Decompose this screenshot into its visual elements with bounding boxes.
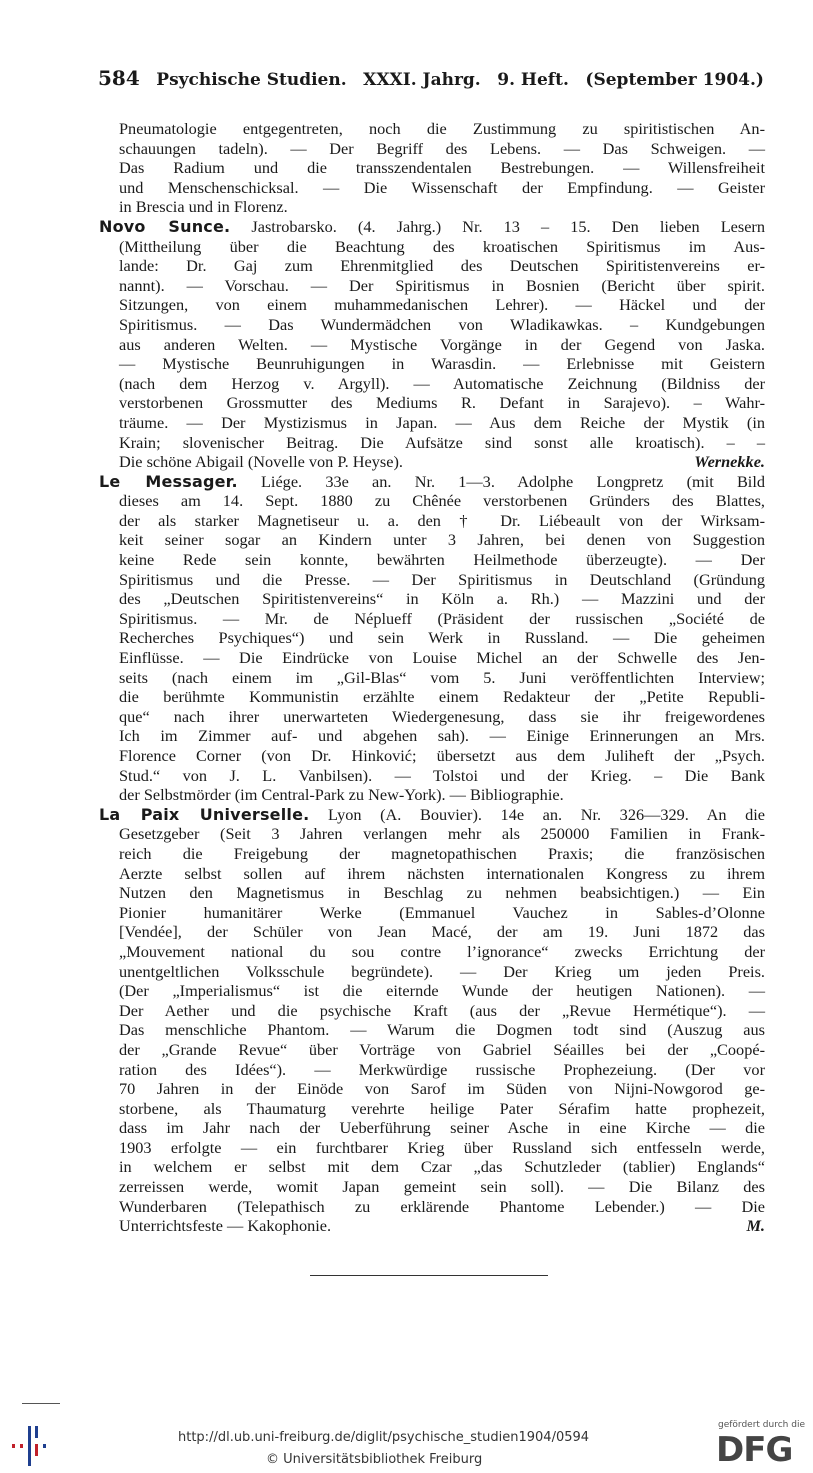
text-line: Nutzen den Magnetismus in Beschlag zu nehmen beabsichtigen.) — Ein (119, 883, 765, 903)
text-line: Spiritismus. — Das Wundermädchen von Wladikawkas. – Kundgebungen (119, 314, 765, 334)
text-line: „Mouvement national du sou contre l’ignorance“ zwecks Errichtung der (119, 941, 765, 961)
text-line: Der Aether und die psychische Kraft (aus der „Revue Hermétique“). — (119, 1000, 765, 1020)
text-line: schauungen tadeln). — Der Begriff des Lebens. — Das Schweigen. — (119, 138, 765, 158)
page-number: 584 (98, 66, 140, 90)
text-line: der Selbstmörder (im Central-Park zu New-York). — Bibliographie. (119, 785, 564, 805)
text-line: Krain; slovenischer Beitrag. Die Aufsätze sind sonst alle kroatisch). – – (119, 432, 765, 452)
text-line: verstorbenen Grossmutter des Mediums R. Defant in Sarajevo). – Wahr- (119, 393, 765, 413)
text-line: keit seiner sogar an Kindern unter 3 Jahren, bei denen von Suggestion (119, 530, 765, 550)
text-line: in welchem er selbst mit dem Czar „das Schutzleder (tablier) Englands“ (119, 1157, 765, 1177)
text-line: Spiritismus. — Mr. de Néplueff (Präsident der russischen „Société de (119, 608, 765, 628)
review-entry (119, 119, 765, 217)
digitization-footer (0, 1420, 813, 1473)
entry-last-line (119, 452, 765, 472)
text-line: Pionier humanitärer Werke (Emmanuel Vauchez in Sables-d’Olonne (119, 902, 765, 922)
reviewer-signature: M. (746, 1216, 765, 1236)
reviewer-signature: Wernekke. (694, 452, 765, 472)
text-line: 1903 erfolgte — ein furchtbarer Krieg über Russland sich entfesseln werde, (119, 1137, 765, 1157)
text-line: storbene, als Thaumaturg verehrte heilige Pater Sérafim hatte prophezeit, (119, 1098, 765, 1118)
text-line: (nach dem Herzog v. Argyll). — Automatische Zeichnung (Bildniss der (119, 373, 765, 393)
entry-first-line (99, 805, 765, 825)
text-line: des „Deutschen Spiritistenvereins“ in Köln a. Rh.) — Mazzini und der (119, 589, 765, 609)
review-entry (99, 804, 765, 1236)
running-header (98, 66, 764, 100)
entry-first-line (99, 472, 765, 492)
text-line: keine Rede sein konnte, bewährten Heilmethode überzeugte). — Der (119, 550, 765, 570)
text-line: Sitzungen, von einem muhammedanischen Lehrer). — Häckel und der (119, 295, 765, 315)
text-line: [Vendée], der Schüler von Jean Macé, der am 19. Juni 1872 das (119, 922, 765, 942)
issue-date: (September 1904.) (585, 70, 764, 90)
entry-first-line (99, 217, 765, 237)
text-line: träume. — Der Mystizismus in Japan. — Aus dem Reiche der Mystik (in (119, 412, 765, 432)
text-line: Einflüsse. — Die Eindrücke von Louise Michel an der Schwelle des Jen- (119, 648, 765, 668)
text-line: der „Grande Revue“ über Vorträge von Gabriel Séailles bei der „Coopé- (119, 1039, 765, 1059)
text-fragment: Liége. 33e an. Nr. 1—3. Adolphe Longpretz (mit Bild (237, 471, 765, 491)
text-line: Ich im Zimmer auf- und abgehen sah). — Einige Erinnerungen an Mrs. (119, 726, 765, 746)
text-line: (Mittheilung über die Beachtung des kroatischen Spiritismus im Aus- (119, 236, 765, 256)
text-line: lande: Dr. Gaj zum Ehrenmitglied des Deutschen Spiritistenvereins er- (119, 256, 765, 276)
review-entry (99, 471, 765, 805)
text-line: Das Radium und die transszendentalen Bestrebungen. — Willensfreiheit (119, 158, 765, 178)
text-line: 70 Jahren in der Einöde von Sarof im Süden von Nijni-Nowgorod ge- (119, 1079, 765, 1099)
text-line: ration des Idées“). — Merkwürdige russische Prophezeiung. (Der vor (119, 1059, 765, 1079)
text-fragment: Unterrichtsfeste — Kakophonie. (119, 1216, 332, 1236)
issue-label: 9. Heft. (497, 70, 569, 90)
text-fragment: Die schöne Abigail (Novelle von P. Heyse). (119, 452, 403, 472)
text-line: que“ nach ihrer unerwarteten Wiedergenesung, dass sie ihr freigewordenes (119, 706, 765, 726)
text-line: Pneumatologie entgegentreten, noch die Zustimmung zu spiritistischen An- (119, 119, 765, 138)
text-line: reich die Freigebung der magnetopathischen Praxis; die französischen (119, 843, 765, 863)
text-line: Stud.“ von J. L. Vanbilsen). — Tolstoi und der Krieg. – Die Bank (119, 765, 765, 785)
text-line: nannt). — Vorschau. — Der Spiritismus in Bosnien (Bericht über spirit. (119, 275, 765, 295)
text-line: und Menschenschicksal. — Die Wissenschaft der Empfindung. — Geister (119, 177, 765, 197)
journal-name: La Paix Universelle. (99, 804, 310, 824)
section-divider (310, 1275, 548, 1276)
journal-name: Novo Sunce. (99, 216, 231, 236)
funder-caption: gefördert durch die (718, 1420, 805, 1430)
text-line: unentgeltlichen Volksschule begründete). — Der Krieg um jeden Preis. (119, 961, 765, 981)
text-line: der als starker Magnetiseur u. a. den † Dr. Liébeault von der Wirksam- (119, 510, 765, 530)
copyright-notice: © Universitätsbibliothek Freiburg (266, 1452, 483, 1467)
text-fragment: Lyon (A. Bouvier). 14e an. Nr. 326—329. An die (309, 804, 765, 824)
text-line: seits (nach einem im „Gil-Blas“ vom 5. Juni veröffentlichten Interview; (119, 667, 765, 687)
review-column (99, 119, 765, 1236)
text-line: Wunderbaren (Telepathisch zu erklärende Phantome Lebender.) — Die (119, 1196, 765, 1216)
review-entry (99, 216, 765, 472)
page-edge-mark (22, 1403, 60, 1404)
text-line: aus anderen Welten. — Mystische Vorgänge in der Gegend von Jaska. (119, 334, 765, 354)
entry-last-line (119, 1216, 765, 1236)
text-line: Aerzte selbst sollen auf ihrem nächsten internationalen Kongress zu ihrem (119, 863, 765, 883)
text-line: zerreissen werde, womit Japan gemeint sein soll). — Die Bilanz des (119, 1177, 765, 1197)
volume-label: XXXI. Jahrg. (363, 70, 481, 90)
dfg-logo-icon: DFG (716, 1430, 793, 1470)
text-line: dieses am 14. Sept. 1880 zu Chênée verstorbenen Gründers des Blattes, (119, 491, 765, 511)
text-line: die berühmte Kommunistin erzählte einem Redakteur der „Petite Republi- (119, 687, 765, 707)
text-line: dass im Jahr nach der Ueberführung seiner Asche in eine Kirche — die (119, 1118, 765, 1138)
text-line: — Mystische Beunruhigungen in Warasdin. — Erlebnisse mit Geistern (119, 354, 765, 374)
journal-name: Le Messager. (99, 471, 238, 491)
text-line: Gesetzgeber (Seit 3 Jahren verlangen mehr als 250000 Familien in Frank- (119, 824, 765, 844)
text-fragment: Jastrobarsko. (4. Jahrg.) Nr. 13 – 15. Den lieben Lesern (230, 216, 765, 236)
source-url-link[interactable]: http://dl.ub.uni-freiburg.de/diglit/psychische_studien1904/0594 (178, 1430, 590, 1445)
text-line: (Der „Imperialismus“ ist die eiternde Wunde der heutigen Nationen). — (119, 981, 765, 1001)
text-line: Florence Corner (von Dr. Hinković; übersetzt aus dem Juliheft der „Psych. (119, 746, 765, 765)
text-line: Das menschliche Phantom. — Warum die Dogmen todt sind (Auszug aus (119, 1020, 765, 1040)
text-line: Recherches Psychiques“) und sein Werk in Russland. — Die geheimen (119, 628, 765, 648)
text-line: Spiritismus und die Presse. — Der Spiritismus in Deutschland (Gründung (119, 569, 765, 589)
text-line: in Brescia und in Florenz. (119, 197, 288, 217)
journal-title: Psychische Studien. (156, 70, 347, 90)
library-logo-icon (8, 1424, 52, 1468)
